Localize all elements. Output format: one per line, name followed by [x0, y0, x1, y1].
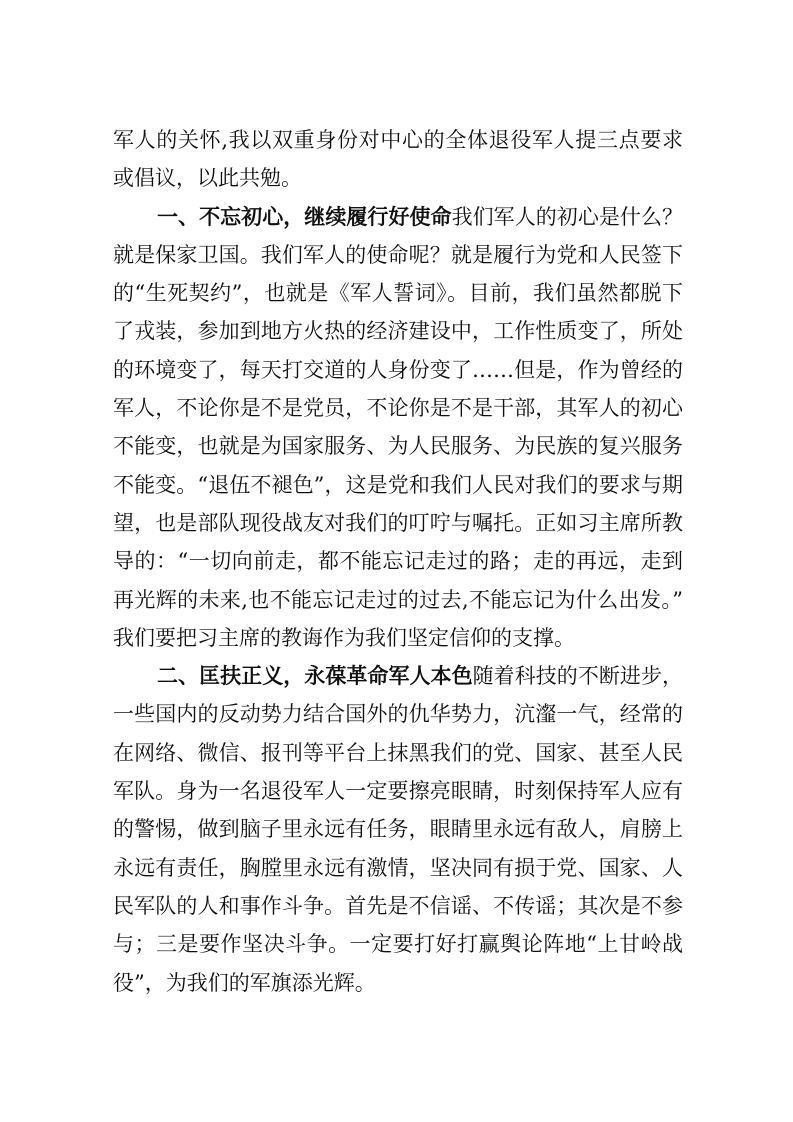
body-text-line — [113, 542, 683, 580]
line-text: 的环境变了，每天打交道的人身份变了……但是，作为曾经的 — [113, 357, 683, 382]
line-text: 不能变。“退伍不褪色”，这是党和我们人民对我们的要求与期 — [113, 472, 683, 497]
body-text-line — [113, 964, 683, 1002]
body-text-line — [113, 427, 683, 465]
body-text-line — [113, 389, 683, 427]
line-text: 军人，不论你是不是党员，不论你是不是干部，其军人的初心 — [113, 396, 683, 421]
line-text: 民军队的人和事作斗争。首先是不信谣、不传谣；其次是不参 — [113, 893, 683, 918]
body-text-line — [113, 121, 683, 159]
line-text: 或倡议，以此共勉。 — [113, 166, 302, 191]
document-page — [113, 121, 683, 1002]
line-text: 随着科技的不断进步， — [472, 664, 683, 689]
body-text-line — [113, 695, 683, 733]
line-text: 永远有责任，胸膛里永远有激情，坚决同有损于党、国家、人 — [113, 855, 683, 880]
line-text: 的“生死契约”，也就是《军人誓词》。目前，我们虽然都脱下 — [113, 281, 683, 306]
line-text: 与；三是要作坚决斗争。一定要打好打赢舆论阵地“上甘岭战 — [113, 932, 683, 957]
body-text-line — [113, 849, 683, 887]
line-text: 在网络、微信、报刊等平台上抹黑我们的党、国家、甚至人民 — [113, 740, 683, 765]
body-text-line — [113, 504, 683, 542]
body-text-line — [113, 619, 683, 657]
body-text-line — [113, 159, 683, 197]
body-text-line — [113, 734, 683, 772]
section-heading: 一、不忘初心，继续履行好使命 — [157, 204, 452, 229]
line-text: 役”，为我们的军旗添光辉。 — [113, 970, 376, 995]
line-text: 望，也是部队现役战友对我们的叮咛与嘱托。正如习主席所教 — [113, 510, 683, 535]
body-text-line — [113, 887, 683, 925]
line-text: 导的：“一切向前走，都不能忘记走过的路；走的再远，走到 — [113, 549, 683, 574]
line-text: 一些国内的反动势力结合国外的仇华势力，沆瀣一气，经常的 — [113, 702, 683, 727]
body-text-line — [113, 925, 683, 963]
section-heading-line — [113, 198, 683, 236]
line-text: 军人的关怀,我以双重身份对中心的全体退役军人提三点要求 — [113, 128, 683, 152]
section-heading-line — [113, 657, 683, 695]
line-text: 军队。身为一名退役军人一定要擦亮眼睛，时刻保持军人应有 — [113, 779, 683, 804]
line-text: 我们军人的初心是什么？ — [451, 204, 683, 229]
body-text-line — [113, 581, 683, 619]
line-text: 再光辉的未来,也不能忘记走过的过去,不能忘记为什么出发。” — [113, 587, 683, 612]
body-text-line — [113, 351, 683, 389]
body-text-line — [113, 236, 683, 274]
body-text-line — [113, 772, 683, 810]
body-text-line — [113, 312, 683, 350]
line-text: 不能变，也就是为国家服务、为人民服务、为民族的复兴服务 — [113, 434, 683, 459]
body-text-line — [113, 466, 683, 504]
line-text: 的警惕，做到脑子里永远有任务，眼睛里永远有敌人，肩膀上 — [113, 817, 683, 842]
body-text-line — [113, 810, 683, 848]
line-text: 就是保家卫国。我们军人的使命呢？就是履行为党和人民签下 — [113, 242, 683, 267]
section-heading: 二、匡扶正义，永葆革命军人本色 — [157, 664, 473, 689]
line-text: 我们要把习主席的教诲作为我们坚定信仰的支撑。 — [113, 625, 575, 650]
body-text-line — [113, 274, 683, 312]
line-text: 了戎装，参加到地方火热的经济建设中，工作性质变了，所处 — [113, 319, 683, 344]
